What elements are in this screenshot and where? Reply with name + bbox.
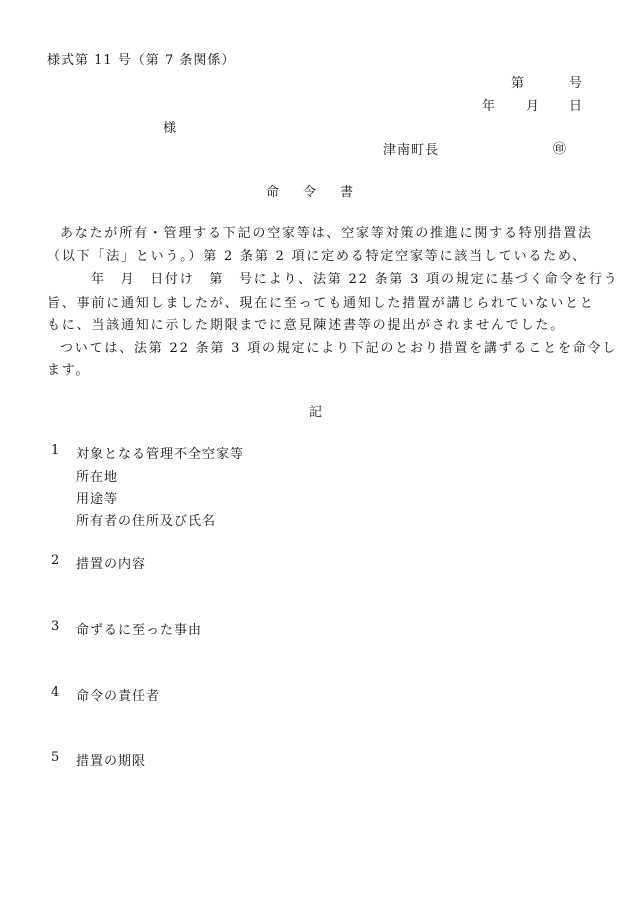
item-label: 措置の内容 xyxy=(76,557,147,572)
item-number: 4 xyxy=(51,685,60,700)
item-label: 命令の責任者 xyxy=(76,689,161,704)
document-title: 命令書 xyxy=(266,185,378,200)
body-line: ます。 xyxy=(47,363,91,378)
item-number: 5 xyxy=(51,750,60,765)
seal-mark: ㊞ xyxy=(553,142,567,157)
item-label: 対象となる管理不全空家等 xyxy=(76,447,245,462)
item-number: 1 xyxy=(51,443,60,458)
issuer-name: 津南町長 xyxy=(383,143,440,158)
item-number: 2 xyxy=(51,553,60,568)
ki-heading: 記 xyxy=(309,405,323,420)
doc-number-suffix: 号 xyxy=(569,76,583,91)
date-year: 年 xyxy=(482,99,496,114)
item-label: 命ずるに至った事由 xyxy=(76,623,203,638)
body-line: もに、当該通知に示した期限までに意見陳述書等の提出がされませんでした。 xyxy=(47,318,566,333)
item-sub-location: 所在地 xyxy=(76,470,119,485)
body-line: あなたが所有・管理する下記の空家等は、空家等対策の推進に関する特別措置法 xyxy=(60,226,593,241)
item-label: 措置の期限 xyxy=(76,754,147,769)
form-number: 様式第 11 号（第 7 条関係） xyxy=(47,53,236,68)
addressee-suffix: 様 xyxy=(163,121,177,136)
item-sub-usage: 用途等 xyxy=(76,492,119,507)
body-line: 旨、事前に通知しましたが、現在に至っても通知した措置が講じられていないとと xyxy=(47,296,595,311)
body-line: （以下「法」という。）第 2 条第 2 項に定める特定空家等に該当しているため、 xyxy=(47,249,588,264)
doc-number-prefix: 第 xyxy=(511,76,525,91)
item-number: 3 xyxy=(51,619,60,634)
body-line: ついては、法第 22 条第 3 項の規定により下記のとおり措置を講ずることを命令し xyxy=(60,341,618,356)
date-day: 日 xyxy=(569,99,583,114)
item-sub-owner: 所有者の住所及び氏名 xyxy=(76,514,217,529)
date-month: 月 xyxy=(526,99,540,114)
body-line: 年 月 日付け 第 号により、法第 22 条第 3 項の規定に基づく命令を行う xyxy=(91,272,619,287)
